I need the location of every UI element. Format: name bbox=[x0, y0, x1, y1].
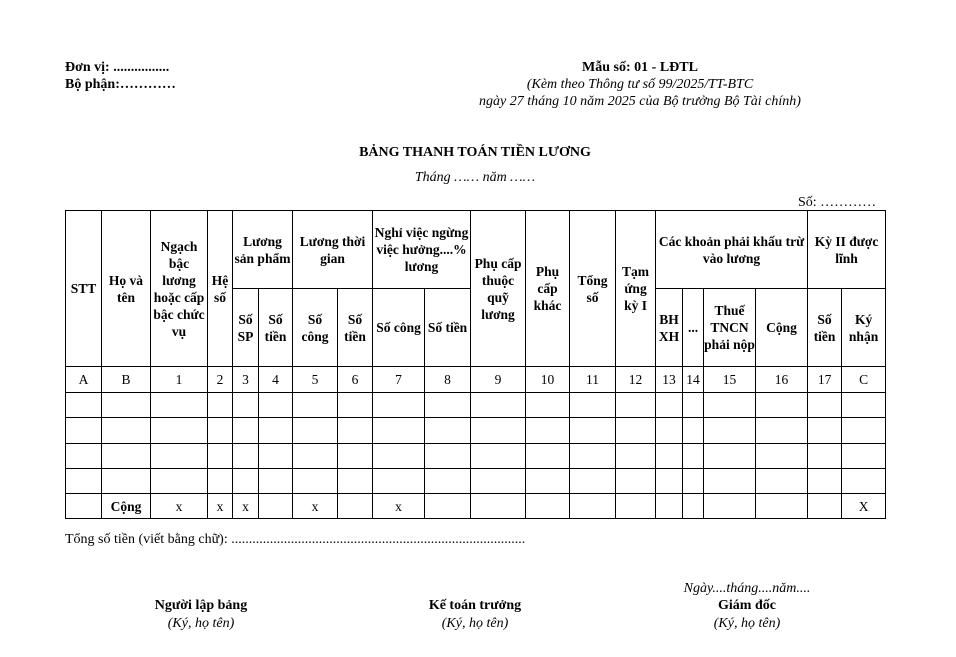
table-cell[interactable] bbox=[293, 418, 338, 444]
table-cell[interactable] bbox=[373, 418, 425, 444]
column-index-cell: 5 bbox=[293, 367, 338, 393]
subheader-sum: Cộng bbox=[756, 289, 808, 367]
table-row bbox=[66, 469, 886, 494]
table-cell[interactable] bbox=[616, 418, 656, 444]
header-total: Tổng số bbox=[570, 211, 616, 367]
column-index-cell: 17 bbox=[808, 367, 842, 393]
total-cell: x bbox=[208, 494, 233, 519]
table-cell[interactable] bbox=[425, 469, 471, 494]
subheader-bhxh: BH XH bbox=[656, 289, 683, 367]
table-cell[interactable] bbox=[373, 469, 425, 494]
table-cell[interactable] bbox=[233, 418, 259, 444]
table-cell[interactable] bbox=[704, 393, 756, 418]
column-index-cell: 10 bbox=[526, 367, 570, 393]
table-cell[interactable] bbox=[208, 444, 233, 469]
subheader-so-tien: Số tiền bbox=[338, 289, 373, 367]
subheader-sign: Ký nhận bbox=[842, 289, 886, 367]
table-cell[interactable] bbox=[471, 444, 526, 469]
column-index-cell: A bbox=[66, 367, 102, 393]
table-cell[interactable] bbox=[570, 393, 616, 418]
table-cell[interactable] bbox=[66, 469, 102, 494]
table-cell[interactable] bbox=[471, 393, 526, 418]
table-cell[interactable] bbox=[373, 444, 425, 469]
preparer-title: Người lập bảng bbox=[154, 598, 248, 613]
table-cell[interactable] bbox=[842, 393, 886, 418]
column-index-cell: 3 bbox=[233, 367, 259, 393]
table-cell[interactable] bbox=[756, 444, 808, 469]
table-cell[interactable] bbox=[842, 444, 886, 469]
total-cell: x bbox=[233, 494, 259, 519]
total-row bbox=[66, 494, 886, 519]
column-index-cell: 9 bbox=[471, 367, 526, 393]
column-index-cell: 12 bbox=[616, 367, 656, 393]
table-cell[interactable] bbox=[616, 469, 656, 494]
total-cell bbox=[471, 494, 526, 519]
table-cell[interactable] bbox=[683, 418, 704, 444]
total-cell bbox=[756, 494, 808, 519]
header-allowance-other: Phụ cấp khác bbox=[526, 211, 570, 367]
index-row bbox=[66, 367, 886, 393]
table-cell[interactable] bbox=[683, 393, 704, 418]
subheader-personal-income-tax: Thuế TNCN phải nộp bbox=[704, 289, 756, 367]
table-cell[interactable] bbox=[526, 393, 570, 418]
subheader-so-tien: Số tiền bbox=[425, 289, 471, 367]
amount-in-words: Tổng số tiền (viết bằng chữ): .................................................................................... bbox=[65, 532, 526, 547]
header-leave-wage: Nghỉ việc ngừng việc hưởng....% lương bbox=[373, 211, 471, 289]
table-cell[interactable] bbox=[151, 418, 208, 444]
table-cell[interactable] bbox=[842, 418, 886, 444]
table-cell[interactable] bbox=[704, 469, 756, 494]
column-index-cell: 13 bbox=[656, 367, 683, 393]
total-cell bbox=[259, 494, 293, 519]
table-cell[interactable] bbox=[471, 469, 526, 494]
table-cell[interactable] bbox=[808, 418, 842, 444]
table-cell[interactable] bbox=[704, 418, 756, 444]
table-cell[interactable] bbox=[808, 393, 842, 418]
total-cell bbox=[656, 494, 683, 519]
header-period-two: Kỳ II được lĩnh bbox=[808, 211, 886, 289]
total-cell: x bbox=[151, 494, 208, 519]
table-cell[interactable] bbox=[656, 418, 683, 444]
table-cell[interactable] bbox=[756, 393, 808, 418]
header-time-wage: Lương thời gian bbox=[293, 211, 373, 289]
table-cell[interactable] bbox=[373, 393, 425, 418]
table-cell[interactable] bbox=[756, 469, 808, 494]
table-cell[interactable] bbox=[526, 469, 570, 494]
table-cell[interactable] bbox=[570, 469, 616, 494]
table-cell[interactable] bbox=[151, 444, 208, 469]
table-cell[interactable] bbox=[526, 444, 570, 469]
table-cell[interactable] bbox=[656, 393, 683, 418]
table-cell[interactable] bbox=[208, 418, 233, 444]
subheader-so-sp: Số SP bbox=[233, 289, 259, 367]
subheader-so-cong: Số công bbox=[373, 289, 425, 367]
table-cell[interactable] bbox=[293, 444, 338, 469]
column-index-cell: 16 bbox=[756, 367, 808, 393]
table-cell[interactable] bbox=[338, 444, 373, 469]
column-index-cell: 6 bbox=[338, 367, 373, 393]
table-row bbox=[66, 444, 886, 469]
header-name: Họ và tên bbox=[102, 211, 151, 367]
column-index-cell: 1 bbox=[151, 367, 208, 393]
table-cell[interactable] bbox=[208, 469, 233, 494]
payroll-table bbox=[65, 210, 886, 519]
table-cell[interactable] bbox=[66, 418, 102, 444]
total-cell bbox=[704, 494, 756, 519]
total-cell bbox=[570, 494, 616, 519]
total-cell bbox=[808, 494, 842, 519]
column-index-cell: 2 bbox=[208, 367, 233, 393]
total-cell bbox=[683, 494, 704, 519]
total-cell bbox=[66, 494, 102, 519]
unit-label: Đơn vị: ................ bbox=[65, 60, 170, 75]
table-cell[interactable] bbox=[233, 444, 259, 469]
table-row bbox=[66, 393, 886, 418]
table-cell[interactable] bbox=[151, 469, 208, 494]
column-index-cell: 11 bbox=[570, 367, 616, 393]
table-cell[interactable] bbox=[471, 418, 526, 444]
table-cell[interactable] bbox=[259, 469, 293, 494]
circular-date: ngày 27 tháng 10 năm 2025 của Bộ trưởng Bộ Tài chính) bbox=[479, 94, 801, 109]
header-coefficient: Hệ số bbox=[208, 211, 233, 367]
table-cell[interactable] bbox=[570, 418, 616, 444]
table-cell[interactable] bbox=[66, 393, 102, 418]
table-cell[interactable] bbox=[425, 444, 471, 469]
table-cell[interactable] bbox=[293, 393, 338, 418]
column-index-cell: 8 bbox=[425, 367, 471, 393]
header-product-wage: Lương sản phẩm bbox=[233, 211, 293, 289]
period-label: Tháng …… năm …… bbox=[414, 170, 536, 185]
table-cell[interactable] bbox=[842, 469, 886, 494]
total-cell: x bbox=[293, 494, 338, 519]
preparer-note: (Ký, họ tên) bbox=[167, 616, 235, 631]
table-cell[interactable] bbox=[425, 418, 471, 444]
header-grade: Ngạch bậc lương hoặc cấp bậc chức vụ bbox=[151, 211, 208, 367]
total-cell bbox=[338, 494, 373, 519]
table-cell[interactable] bbox=[683, 469, 704, 494]
table-cell[interactable] bbox=[338, 469, 373, 494]
column-index-cell: 14 bbox=[683, 367, 704, 393]
column-index-cell: B bbox=[102, 367, 151, 393]
subheader-other: ... bbox=[683, 289, 704, 367]
form-number: Mẫu số: 01 - LĐTL bbox=[582, 60, 698, 75]
table-cell[interactable] bbox=[208, 393, 233, 418]
total-cell: X bbox=[842, 494, 886, 519]
subheader-so-tien: Số tiền bbox=[808, 289, 842, 367]
table-cell[interactable] bbox=[808, 469, 842, 494]
table-cell[interactable] bbox=[151, 393, 208, 418]
director-title: Giám đốc bbox=[718, 598, 776, 613]
accountant-title: Kế toán trưởng bbox=[428, 598, 522, 613]
subheader-so-cong: Số công bbox=[293, 289, 338, 367]
column-index-cell: C bbox=[842, 367, 886, 393]
table-cell[interactable] bbox=[293, 469, 338, 494]
table-cell[interactable] bbox=[259, 418, 293, 444]
director-note: (Ký, họ tên) bbox=[713, 616, 781, 631]
signature-date: Ngày....tháng....năm.... bbox=[683, 581, 811, 596]
table-cell[interactable] bbox=[102, 418, 151, 444]
table-cell[interactable] bbox=[656, 444, 683, 469]
table-cell[interactable] bbox=[526, 418, 570, 444]
accountant-note: (Ký, họ tên) bbox=[441, 616, 509, 631]
document-number: Số: ………… bbox=[798, 195, 877, 210]
table-cell[interactable] bbox=[704, 444, 756, 469]
column-index-cell: 7 bbox=[373, 367, 425, 393]
total-cell bbox=[616, 494, 656, 519]
subheader-so-tien: Số tiền bbox=[259, 289, 293, 367]
table-cell[interactable] bbox=[233, 469, 259, 494]
column-index-cell: 15 bbox=[704, 367, 756, 393]
total-cell bbox=[526, 494, 570, 519]
table-cell[interactable] bbox=[570, 444, 616, 469]
table-cell[interactable] bbox=[656, 469, 683, 494]
table-cell[interactable] bbox=[66, 444, 102, 469]
table-cell[interactable] bbox=[425, 393, 471, 418]
table-cell[interactable] bbox=[259, 444, 293, 469]
header-deductions: Các khoản phải khấu trừ vào lương bbox=[656, 211, 808, 289]
table-cell[interactable] bbox=[338, 418, 373, 444]
table-cell[interactable] bbox=[683, 444, 704, 469]
total-label: Cộng bbox=[102, 494, 151, 519]
department-label: Bộ phận:………… bbox=[65, 77, 176, 92]
circular-reference: (Kèm theo Thông tư số 99/2025/TT-BTC bbox=[526, 77, 754, 92]
header-allowance-fund: Phụ cấp thuộc quỹ lương bbox=[471, 211, 526, 367]
table-cell[interactable] bbox=[233, 393, 259, 418]
total-cell bbox=[425, 494, 471, 519]
table-cell[interactable] bbox=[808, 444, 842, 469]
table-cell[interactable] bbox=[338, 393, 373, 418]
table-cell[interactable] bbox=[102, 444, 151, 469]
total-cell: x bbox=[373, 494, 425, 519]
table-cell[interactable] bbox=[102, 469, 151, 494]
table-cell[interactable] bbox=[616, 393, 656, 418]
table-cell[interactable] bbox=[259, 393, 293, 418]
page-title: BẢNG THANH TOÁN TIỀN LƯƠNG bbox=[359, 145, 591, 160]
table-row bbox=[66, 418, 886, 444]
header-stt: STT bbox=[66, 211, 102, 367]
header-advance: Tạm ứng kỳ I bbox=[616, 211, 656, 367]
table-cell[interactable] bbox=[616, 444, 656, 469]
column-index-cell: 4 bbox=[259, 367, 293, 393]
table-cell[interactable] bbox=[102, 393, 151, 418]
table-cell[interactable] bbox=[756, 418, 808, 444]
